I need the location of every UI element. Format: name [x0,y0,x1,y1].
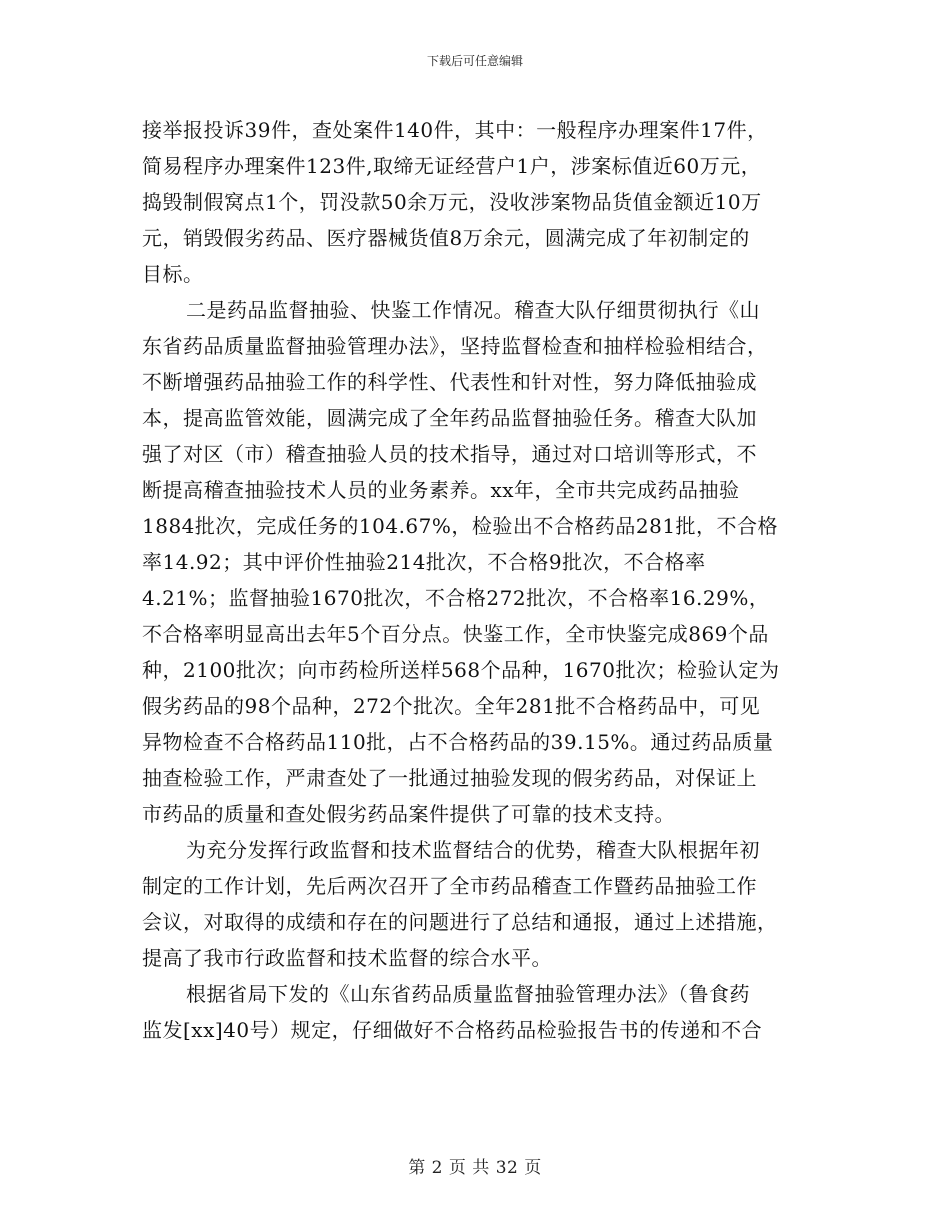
text-line: 本，提高监管效能，圆满完成了全年药品监督抽验任务。稽查大队加 [142,406,757,430]
text-line: 制定的工作计划，先后两次召开了全市药品稽查工作暨药品抽验工作 [142,874,757,898]
text-line: 不断增强药品抽验工作的科学性、代表性和针对性，努力降低抽验成 [142,370,757,394]
text-line: 4.21%；监督抽验1670批次，不合格272批次，不合格率16.29%， [142,586,770,610]
text-line: 元，销毁假劣药品、医疗器械货值8万余元，圆满完成了年初制定的 [142,226,750,250]
text-line: 提高了我市行政监督和技术监督的综合水平。 [142,946,552,970]
paragraph-first-line: 二是药品监督抽验、快鉴工作情况。稽查大队仔细贯彻执行《山 [186,298,760,322]
text-line: 1884批次，完成任务的104.67%，检验出不合格药品281批，不合格 [142,514,779,538]
page-header: 下载后可任意编辑 [426,54,523,68]
text-line: 目标。 [142,262,204,286]
text-line: 会议，对取得的成绩和存在的问题进行了总结和通报，通过上述措施， [142,910,778,934]
text-line: 种，2100批次；向市药检所送样568个品种，1670批次；检验认定为 [142,658,780,682]
paragraph-first-line: 为充分发挥行政监督和技术监督结合的优势，稽查大队根据年初 [186,838,760,862]
document-body [142,112,810,1048]
text-line: 异物检查不合格药品110批，占不合格药品的39.15%。通过药品质量 [142,730,774,754]
page-number: 第 2 页 共 32 页 [408,1158,542,1178]
text-line: 监发[xx]40号）规定，仔细做好不合格药品检验报告书的传递和不合 [142,1018,763,1042]
text-line: 假劣药品的98个品种，272个批次。全年281批不合格药品中，可见 [142,694,761,718]
text-line: 断提高稽查抽验技术人员的业务素养。xx年，全市共完成药品抽验 [142,478,740,502]
text-line: 东省药品质量监督抽验管理办法》，坚持监督检查和抽样检验相结合， [142,334,768,358]
text-line: 强了对区（市）稽查抽验人员的技术指导，通过对口培训等形式，不 [142,442,757,466]
text-line: 抽查检验工作，严肃查处了一批通过抽验发现的假劣药品，对保证上 [142,766,757,790]
text-line: 捣毁制假窝点1个，罚没款50余万元，没收涉案物品货值金额近10万 [142,190,762,214]
text-line: 接举报投诉39件，查处案件140件，其中：一般程序办理案件17件， [142,118,768,142]
text-line: 不合格率明显高出去年5个百分点。快鉴工作，全市快鉴完成869个品 [142,622,769,646]
text-line: 率14.92；其中评价性抽验214批次，不合格9批次，不合格率 [142,550,706,574]
paragraph-first-line: 根据省局下发的《山东省药品质量监督抽验管理办法》（鲁食药 [186,982,750,1006]
text-line: 简易程序办理案件123件,取缔无证经营户1户，涉案标值近60万元， [142,154,762,178]
text-line: 市药品的质量和查处假劣药品案件提供了可靠的技术支持。 [142,802,675,826]
